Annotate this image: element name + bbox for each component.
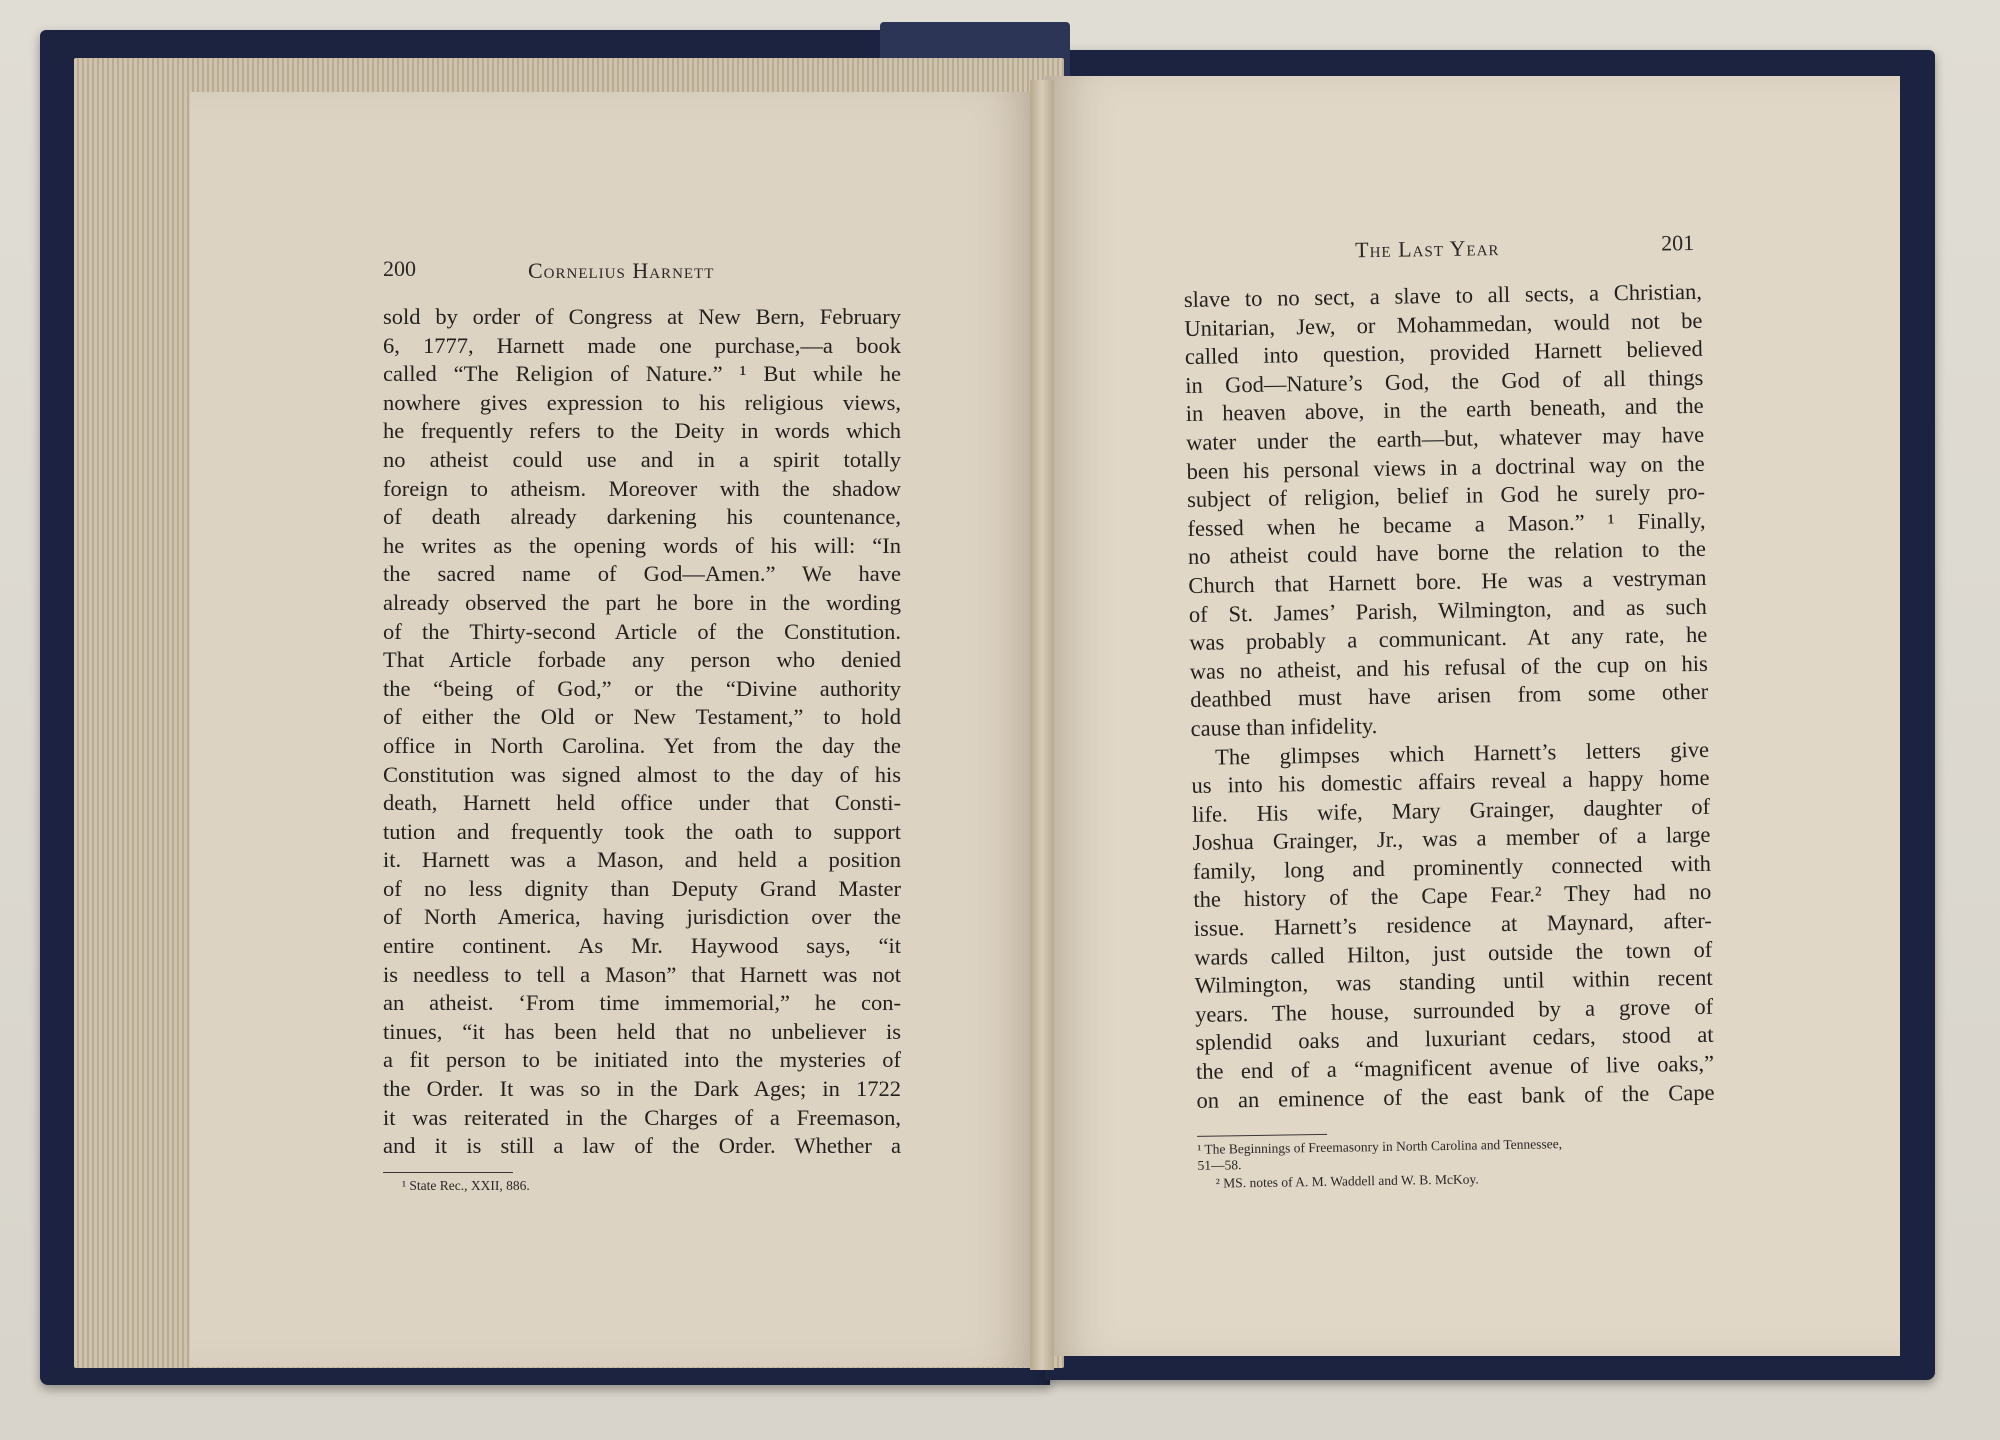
text-line: foreign to atheism. Moreover with the shadow [383, 475, 901, 501]
text-line: the history of the Cape Fear.² They had no [1193, 879, 1712, 913]
left-footnote: ¹ State Rec., XXII, 886. [402, 1178, 530, 1193]
text-line: The glimpses which Harnett’s letters give [1214, 736, 1710, 770]
text-line: years. The house, surrounded by a grove of [1194, 993, 1714, 1027]
text-line: Unitarian, Jew, or Mohammedan, would not be [1184, 307, 1703, 341]
text-line: was probably a communicant. At any rate, he [1189, 621, 1708, 656]
text-line: office in North Carolina. Yet from the day the [383, 732, 901, 758]
text-line: he writes as the opening words of his will: “In [383, 532, 901, 558]
text-line: family, long and prominently connected with [1192, 850, 1712, 884]
text-line: the end of a “magnificent avenue of live oaks,” [1195, 1050, 1715, 1084]
text-line: 6, 1777, Harnett made one purchase,—a book [383, 332, 901, 358]
text-line: of death already darkening his countenance, [383, 504, 901, 530]
text-line: tinues, “it has been held that no unbeliever is [383, 1018, 901, 1044]
text-line: he frequently refers to the Deity in words which [383, 418, 901, 444]
text-line: on an eminence of the east bank of the Cape [1196, 1079, 1715, 1113]
right-body-text [1184, 278, 1715, 1115]
left-running-head-text: Cornelius Harnett [528, 258, 715, 283]
text-line: a fit person to be initiated into the mysteries of [383, 1047, 901, 1073]
text-line: been his personal views in a doctrinal way on the [1186, 450, 1705, 484]
text-line: an atheist. ‘From time immemorial,” he con- [383, 990, 901, 1016]
text-line: life. His wife, Mary Grainger, daughter of [1191, 793, 1711, 827]
text-line: splendid oaks and luxuriant cedars, stood at [1195, 1022, 1714, 1056]
text-line: sold by order of Congress at New Bern, February [383, 304, 901, 329]
text-line: Joshua Grainger, Jr., was a member of a large [1192, 822, 1711, 856]
right-footnote-1: ¹ The Beginnings of Freemasonry in North Carolina and Tennessee, [1197, 1136, 1563, 1157]
text-line: slave to no sect, a slave to all sects, a Christian, [1183, 278, 1703, 312]
text-line: in heaven above, in the earth beneath, and the [1185, 393, 1704, 427]
text-line: Constitution was signed almost to the day of his [383, 761, 901, 787]
text-line: the “being of God,” or the “Divine authority [383, 675, 901, 701]
text-line: nowhere gives expression to his religious views, [383, 389, 901, 415]
right-footnote-2: ² MS. notes of A. M. Waddell and W. B. McKoy. [1215, 1171, 1479, 1191]
text-line: no atheist could have borne the relation to the [1187, 536, 1707, 570]
text-line: of North America, having jurisdiction over the [383, 904, 901, 930]
text-line: it was reiterated in the Charges of a Freemason, [383, 1104, 901, 1130]
text-line: death, Harnett held office under that Consti- [383, 790, 901, 816]
book-gutter [1030, 80, 1054, 1370]
text-line: issue. Harnett’s residence at Maynard, after- [1193, 907, 1712, 941]
right-footnote-rule [1197, 1134, 1327, 1137]
text-line: the Order. It was so in the Dark Ages; in 1722 [383, 1076, 901, 1102]
right-running-head [1355, 235, 1500, 263]
text-line: of either the Old or New Testament,” to hold [383, 704, 901, 730]
text-line: and it is still a law of the Order. Whether a [383, 1133, 901, 1159]
right-page-content [1183, 229, 1718, 1220]
left-body-text [383, 303, 901, 1161]
text-line: of no less dignity than Deputy Grand Master [383, 875, 901, 901]
text-line: wards called Hilton, just outside the town of [1194, 936, 1713, 970]
text-line: us into his domestic affairs reveal a happy home [1191, 764, 1710, 799]
text-line: Wilmington, was standing until within recent [1194, 965, 1713, 999]
text-line: of St. James’ Parish, Wilmington, and as such [1188, 593, 1708, 627]
text-line: is needless to tell a Mason” that Harnett was not [383, 961, 901, 987]
right-page-number: 201 [1660, 229, 1695, 256]
left-page-number: 200 [383, 256, 416, 281]
text-line: tution and frequently took the oath to support [383, 818, 901, 844]
text-line: entire continent. As Mr. Haywood says, “it [383, 933, 901, 959]
left-footnote-rule [383, 1172, 513, 1173]
text-line: was no atheist, and his refusal of the cup on his [1189, 650, 1708, 684]
left-running-head [528, 258, 714, 284]
text-line: in God—Nature’s God, the God of all things [1185, 364, 1704, 398]
text-line: Church that Harnett bore. He was a vestryman [1188, 564, 1707, 598]
right-running-head-text: The Last Year [1354, 235, 1500, 263]
text-line: deathbed must have arisen from some other [1190, 679, 1709, 713]
text-line: it. Harnett was a Mason, and held a position [383, 847, 901, 873]
text-line: the sacred name of God—Amen.” We have [383, 561, 901, 587]
text-line: That Article forbade any person who denied [383, 647, 901, 673]
text-line: already observed the part he bore in the wording [383, 589, 901, 615]
text-line: called “The Religion of Nature.” ¹ But while he [383, 361, 901, 387]
text-line: subject of religion, belief in God he surely pro- [1186, 478, 1706, 513]
text-line: of the Thirty-second Article of the Constitution. [383, 618, 901, 644]
text-line: no atheist could use and in a spirit totally [383, 446, 901, 472]
text-line: called into question, provided Harnett believed [1184, 336, 1703, 370]
text-line: water under the earth—but, whatever may have [1185, 421, 1705, 455]
right-footnote-1-pages: 51—58. [1197, 1157, 1242, 1173]
text-line: cause than infidelity. [1190, 712, 1378, 741]
text-line: fessed when he became a Mason.” ¹ Finally, [1187, 507, 1706, 541]
